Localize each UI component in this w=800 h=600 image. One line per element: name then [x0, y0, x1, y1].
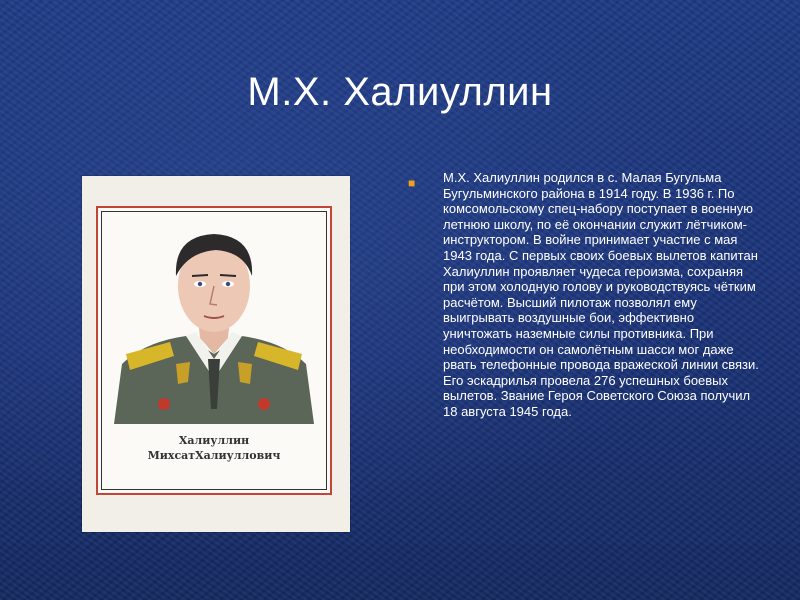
slide-body-text: М.Х. Халиуллин родился в с. Малая Бугульма Бугульминского района в 1914 году. В 1936 г. По комсомольскому спец-набору поступает в военную летнюю школу, по её окончании служит лётчиком-инструктором. В войне принимает участие с мая 1943 года. С первых своих боевых вылетов капитан Халиуллин проявляет чудеса героизма, сохраняя при этом холодную голову и руководствуясь чётким расчётом. Высший пилотаж позволял ему выигрывать воздушные бои, эффективно уничтожать наземные силы противника. При необходимости он самолётным шасси мог даже рвать телефонные провода вражеской линии связи. Его эскадрилья провела 276 успешных боевых вылетов. Звание Героя Советского Союза получил 18 августа 1945 года. [443, 170, 759, 419]
portrait-caption-surname: Халиуллин [178, 434, 250, 447]
portrait-photo [82, 176, 350, 532]
portrait-drawing [104, 214, 324, 424]
portrait-caption-fullname: МихсатХалиуллович [147, 449, 281, 462]
portrait-card [96, 206, 332, 495]
bullet-icon: ■ [408, 176, 416, 190]
slide-title: М.Х. Халиуллин [247, 70, 553, 114]
